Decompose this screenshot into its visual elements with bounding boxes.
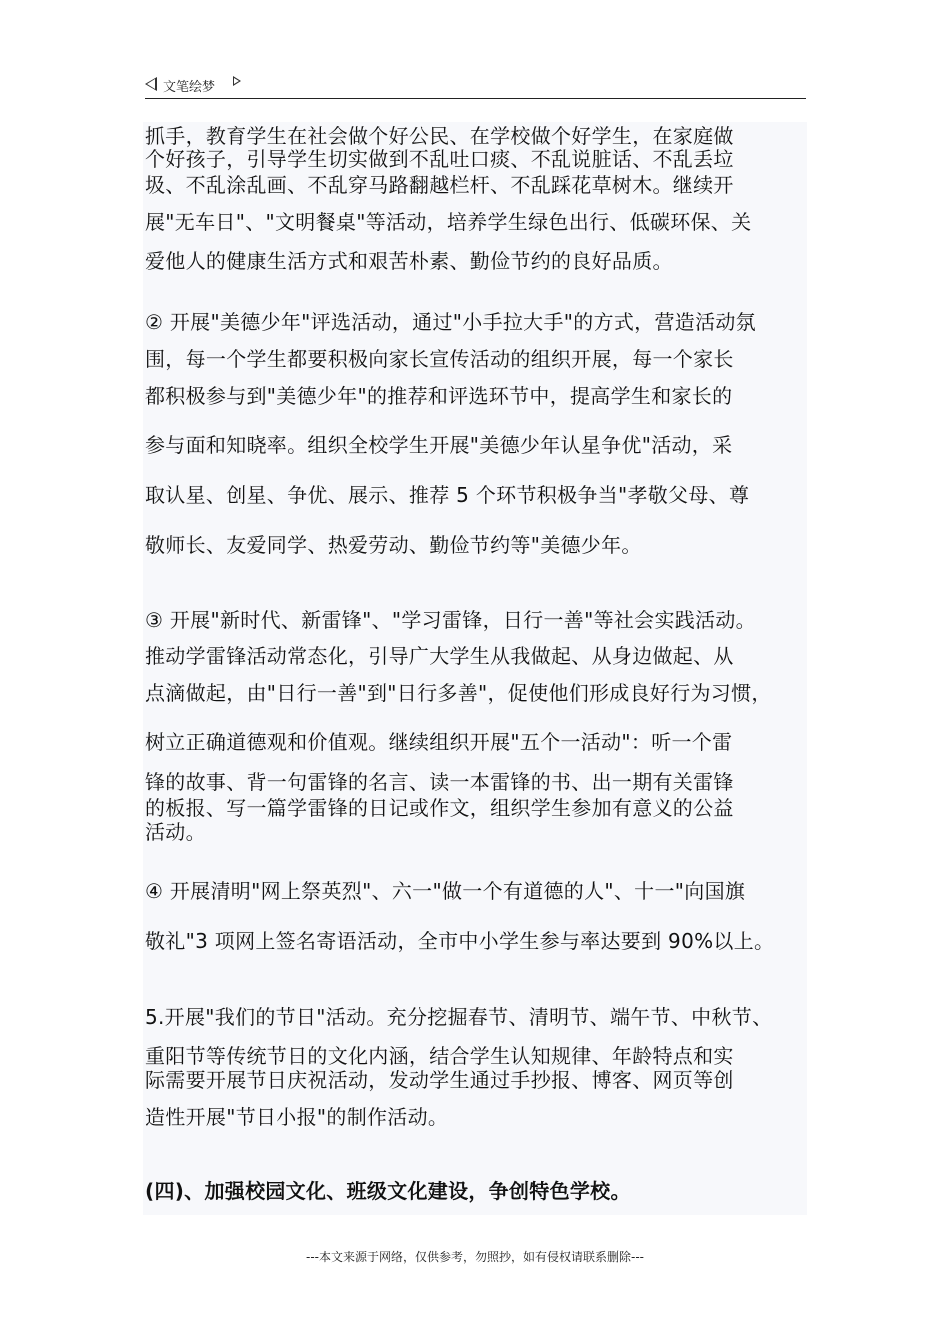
text-line: 造性开展"节日小报"的制作活动。 [145, 1105, 449, 1129]
text-line: 重阳节等传统节日的文化内涵，结合学生认知规律、年龄特点和实 [145, 1044, 734, 1068]
text-line: 围，每一个学生都要积极向家长宣传活动的组织开展，每一个家长 [145, 347, 734, 371]
brand-name: 文笔绘梦 [163, 80, 216, 95]
text-line: ② 开展"美德少年"评选活动，通过"小手拉大手"的方式，营造活动氛 [145, 310, 756, 334]
text-line: 敬礼"3 项网上签名寄语活动，全市中小学生参与率达要到 90%以上。 [145, 929, 775, 953]
text-line: 点滴做起，由"日行一善"到"日行多善"，促使他们形成良好行为习惯， [145, 681, 772, 705]
triangle-left-icon [145, 77, 157, 91]
text-line: ③ 开展"新时代、新雷锋"、"学习雷锋，日行一善"等社会实践活动。 [145, 608, 756, 632]
text-line: 推动学雷锋活动常态化，引导广大学生从我做起、从身边做起、从 [145, 644, 734, 668]
text-line: 的板报、写一篇学雷锋的日记或作文，组织学生参加有意义的公益 [145, 796, 734, 820]
text-line: 树立正确道德观和价值观。继续组织开展"五个一活动"：听一个雷 [145, 730, 733, 754]
text-line: 爱他人的健康生活方式和艰苦朴素、勤俭节约的良好品质。 [145, 249, 673, 273]
text-line: 5.开展"我们的节日"活动。充分挖掘春节、清明节、端午节、中秋节、 [145, 1005, 773, 1029]
page-footer: ---本文来源于网络，仅供参考，勿照抄，如有侵权请联系删除--- [306, 1250, 644, 1264]
triangle-right-icon [233, 76, 241, 86]
text-line: 参与面和知晓率。组织全校学生开展"美德少年认星争优"活动，采 [145, 433, 733, 457]
text-line: 抓手，教育学生在社会做个好公民、在学校做个好学生，在家庭做 [145, 124, 734, 148]
text-line: 敬师长、友爱同学、热爱劳动、勤俭节约等"美德少年。 [145, 533, 642, 557]
text-line: 个好孩子，引导学生切实做到不乱吐口痰、不乱说脏话、不乱丢垃 [145, 147, 734, 171]
text-line: 际需要开展节日庆祝活动，发动学生通过手抄报、博客、网页等创 [145, 1068, 734, 1092]
text-line: 圾、不乱涂乱画、不乱穿马路翻越栏杆、不乱踩花草树木。继续开 [145, 173, 734, 197]
document-body [143, 122, 807, 1215]
text-line: 展"无车日"、"文明餐桌"等活动，培养学生绿色出行、低碳环保、关 [145, 210, 752, 234]
text-line: 取认星、创星、争优、展示、推荐 5 个环节积极争当"孝敬父母、尊 [145, 483, 750, 507]
section-heading: (四)、加强校园文化、班级文化建设，争创特色学校。 [145, 1179, 631, 1203]
text-line: 都积极参与到"美德少年"的推荐和评选环节中，提高学生和家长的 [145, 384, 733, 408]
text-line: ④ 开展清明"网上祭英烈"、六一"做一个有道德的人"、十一"向国旗 [145, 879, 746, 903]
page-header [145, 74, 806, 99]
text-line: 活动。 [145, 820, 206, 844]
text-line: 锋的故事、背一句雷锋的名言、读一本雷锋的书、出一期有关雷锋 [145, 770, 734, 794]
